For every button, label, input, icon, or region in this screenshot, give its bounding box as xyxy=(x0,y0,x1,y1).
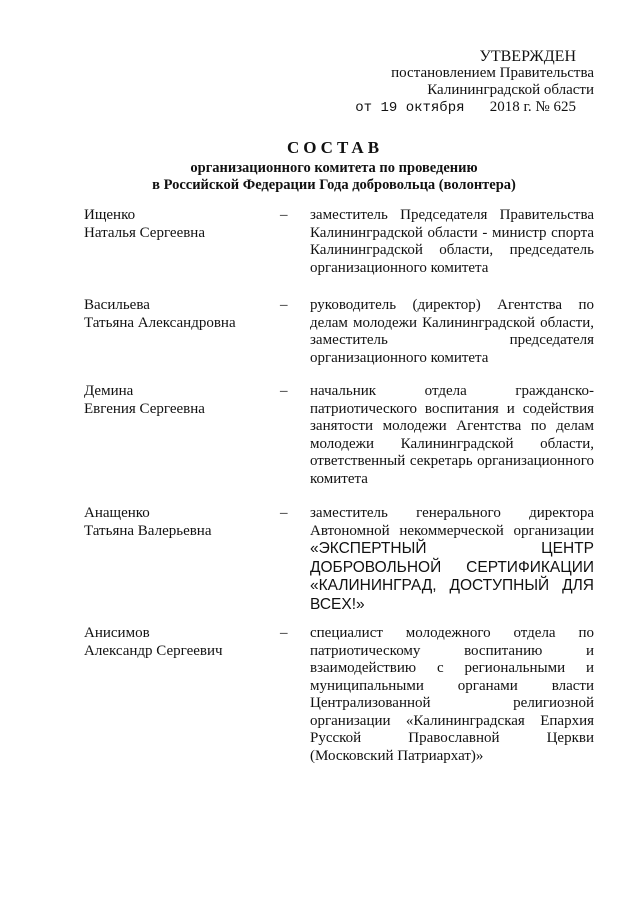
member-role-text: заместитель генерального директора Автономной некоммерческой организации xyxy=(310,505,594,539)
member-row-anashchenko xyxy=(84,505,594,625)
member-given-names: Александр Сергеевич xyxy=(84,642,223,659)
approved-title: УТВЕРЖДЕН xyxy=(479,48,576,65)
member-role xyxy=(310,505,594,614)
member-row-anisimov xyxy=(84,625,594,765)
member-row-demina xyxy=(84,383,594,505)
document-heading xyxy=(0,138,640,194)
document-subtitle-line1: организационного комитета по проведению xyxy=(190,160,478,176)
approval-date-year-number: 2018 г. № 625 xyxy=(489,99,576,115)
member-name xyxy=(84,207,280,242)
approval-line-region: Калининградской области xyxy=(427,82,594,98)
member-surname: Ищенко xyxy=(84,207,136,223)
member-given-names: Евгения Сергеевна xyxy=(84,400,205,417)
member-surname: Васильева xyxy=(84,297,150,313)
member-surname: Анисимов xyxy=(84,625,150,641)
member-role: специалист молодежного отдела по патриотическому воспитанию и взаимодействию с региональными и муниципальными органами власти Централизованной религиозной организации «Калининградская Епархия Русской Православной Церкви (Московский Патриархат)» xyxy=(310,625,594,764)
member-role: заместитель Председателя Правительства Калининградской области - министр спорта Калининградской области, председатель организационного комитета xyxy=(310,207,594,276)
approval-date-day: от 19 октября xyxy=(355,100,465,116)
member-surname: Анащенко xyxy=(84,505,150,521)
organization-name-caps: «ЭКСПЕРТНЫЙ ЦЕНТР ДОБРОВОЛЬНОЙ СЕРТИФИКАЦИИ «КАЛИНИНГРАД, ДОСТУПНЫЙ ДЛЯ ВСЕХ!» xyxy=(310,540,594,613)
member-name xyxy=(84,383,280,418)
dash-separator: – xyxy=(280,625,288,641)
dash-separator: – xyxy=(280,505,288,521)
member-row-ishchenko xyxy=(84,207,594,297)
member-row-vasilyeva xyxy=(84,297,594,383)
approval-line-government: постановлением Правительства xyxy=(391,65,594,81)
document-title: СОСТАВ xyxy=(286,138,384,157)
member-role: руководитель (директор) Агентства по делам молодежи Калининградской области, заместитель председателя организационного комитета xyxy=(310,297,594,366)
member-surname: Демина xyxy=(84,383,134,399)
dash-separator: – xyxy=(280,297,288,313)
committee-members-list xyxy=(84,207,594,765)
member-role: начальник отдела гражданско-патриотического воспитания и содействия занятости молодежи Агентства по делам молодежи Калининградской области, ответственный секретарь организационного комитета xyxy=(310,383,594,487)
dash-separator: – xyxy=(280,207,288,223)
member-given-names: Наталья Сергеевна xyxy=(84,224,205,241)
member-given-names: Татьяна Валерьевна xyxy=(84,522,212,539)
document-subtitle-line2: в Российской Федерации Года добровольца (волонтера) xyxy=(152,177,516,193)
member-name xyxy=(84,505,280,540)
approval-date xyxy=(334,99,594,117)
dash-separator: – xyxy=(280,383,288,399)
member-given-names: Татьяна Александровна xyxy=(84,314,236,331)
member-name xyxy=(84,625,280,660)
approval-stamp xyxy=(334,48,594,117)
member-name xyxy=(84,297,280,332)
